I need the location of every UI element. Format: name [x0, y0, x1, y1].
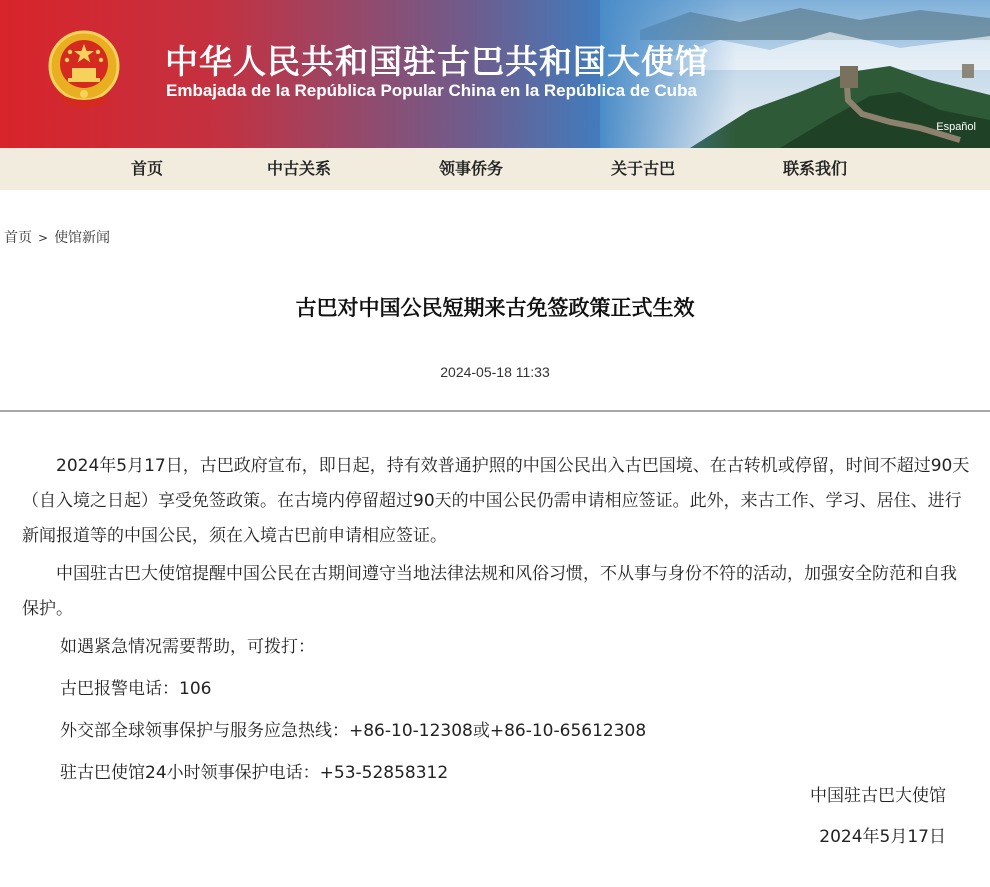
breadcrumb-separator: > — [38, 231, 49, 245]
mfa-hotline: 外交部全球领事保护与服务应急热线：+86-10-12308或+86-10-65612308 — [60, 721, 647, 741]
nav-item-china-cuba-relations[interactable]: 中古关系 — [267, 159, 332, 178]
article-paragraph: 中国驻古巴大使馆提醒中国公民在古期间遵守当地法律法规和风俗习惯，不从事与身份不符的活动，加强安全防范和自我保护。 — [22, 564, 957, 619]
main-nav — [0, 148, 990, 190]
signature-date: 2024年5月17日 — [819, 827, 946, 847]
language-switch-link[interactable]: Español — [936, 121, 976, 133]
emergency-intro: 如遇紧急情况需要帮助，可拨打： — [60, 637, 315, 657]
article-date: 2024-05-18 11:33 — [440, 364, 550, 380]
header-banner — [0, 0, 990, 148]
nav-item-consular-affairs[interactable]: 领事侨务 — [439, 159, 504, 178]
breadcrumb — [4, 227, 110, 247]
site-subtitle: Embajada de la República Popular China en la República de Cuba — [166, 81, 697, 100]
nav-item-home[interactable]: 首页 — [131, 159, 164, 178]
breadcrumb-news-link[interactable]: 使馆新闻 — [54, 230, 111, 246]
article-paragraph: 2024年5月17日，古巴政府宣布，即日起，持有效普通护照的中国公民出入古巴国境、在古转机或停留，时间不超过90天（自入境之日起）享受免签政策。在古境内停留超过90天的中国公民仍需申请相应签证。此外，来古工作、学习、居住、进行新闻报道等的中国公民，须在入境古巴前申请相应签证。 — [22, 456, 970, 546]
title-divider — [0, 410, 990, 412]
national-emblem-icon — [46, 28, 122, 110]
embassy-hotline: 驻古巴使馆24小时领事保护电话：+53-52858312 — [60, 763, 449, 783]
signature: 中国驻古巴大使馆 — [810, 786, 946, 806]
site-title: 中华人民共和国驻古巴共和国大使馆 — [165, 42, 709, 81]
breadcrumb-home-link[interactable]: 首页 — [4, 230, 32, 246]
article-body — [22, 449, 970, 798]
police-phone: 古巴报警电话：106 — [60, 679, 212, 699]
article-title: 古巴对中国公民短期来古免签政策正式生效 — [295, 296, 695, 320]
nav-item-about-cuba[interactable]: 关于古巴 — [611, 159, 676, 178]
nav-item-contact-us[interactable]: 联系我们 — [783, 159, 848, 178]
